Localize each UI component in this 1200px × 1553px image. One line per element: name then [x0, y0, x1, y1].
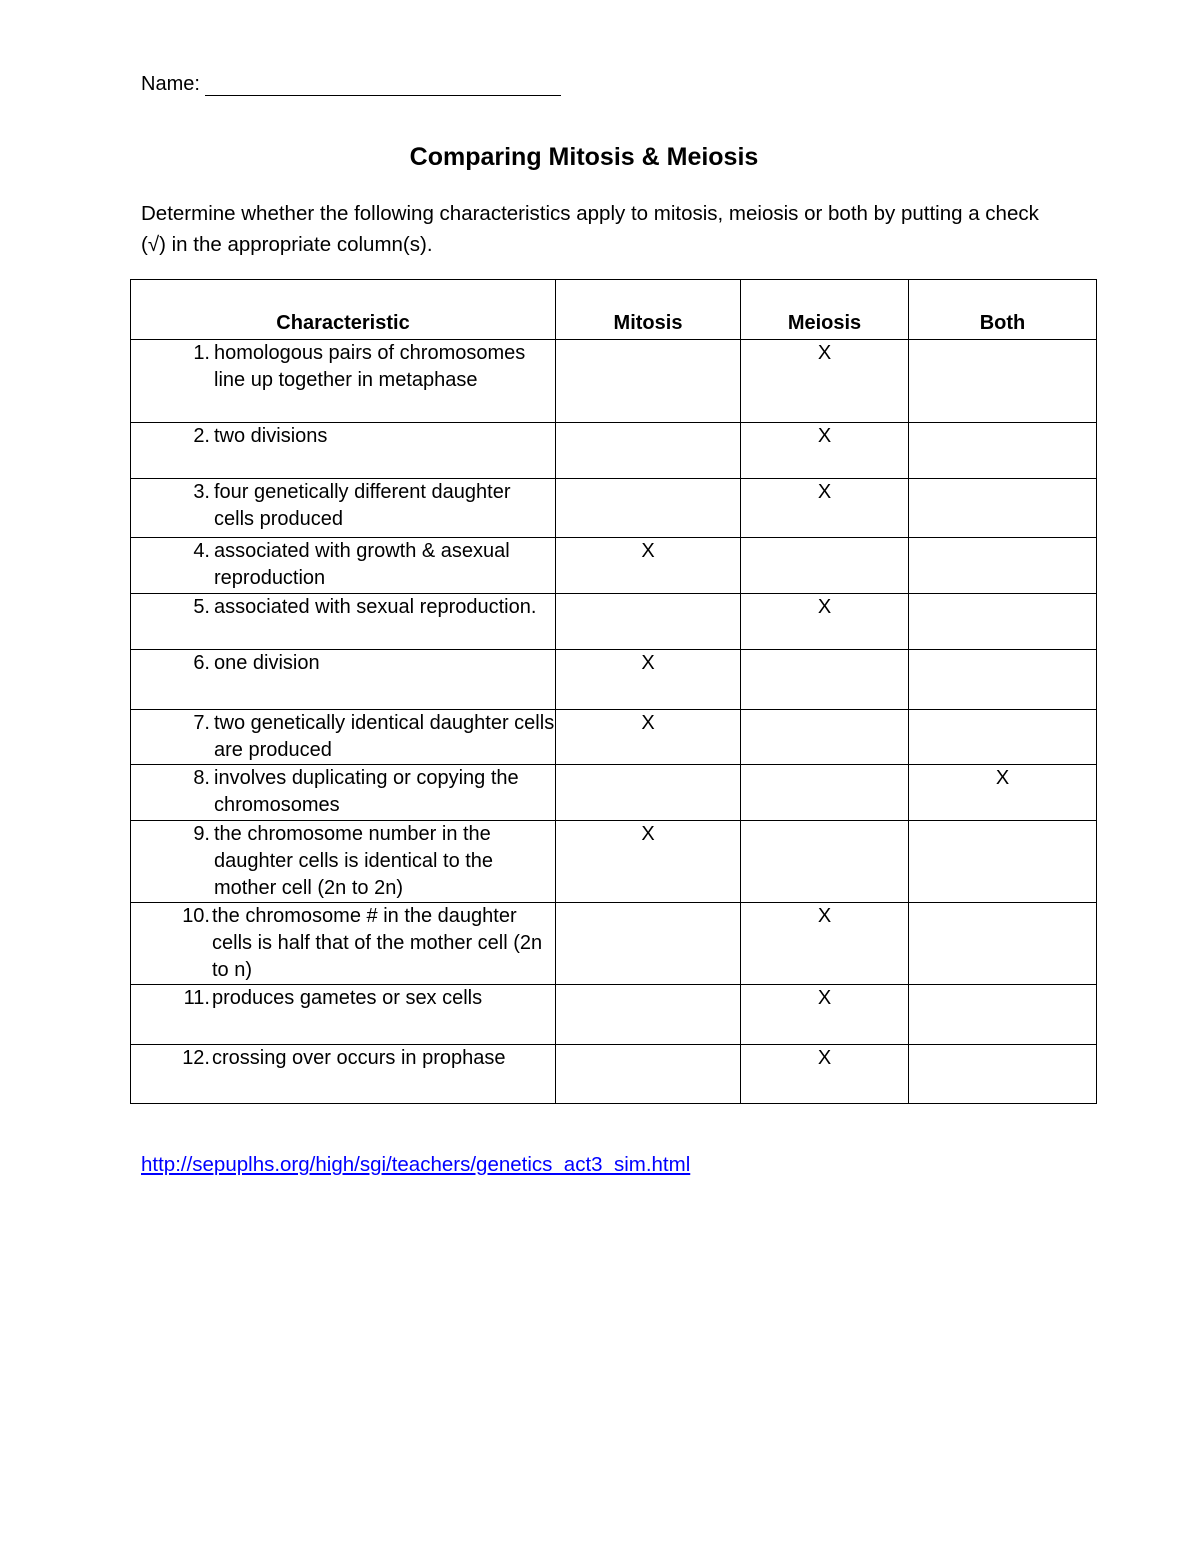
mitosis-check-cell[interactable]	[556, 1045, 741, 1104]
name-label: Name:	[141, 73, 200, 95]
characteristic-cell	[131, 423, 556, 479]
table-row	[131, 340, 1097, 423]
item-number: 8.	[193, 767, 210, 789]
mitosis-check-cell[interactable]: X	[556, 710, 741, 765]
both-check-cell[interactable]	[909, 985, 1097, 1045]
table-row	[131, 538, 1097, 594]
mitosis-check-cell[interactable]: X	[556, 650, 741, 710]
table-row	[131, 1045, 1097, 1104]
name-blank-line[interactable]	[205, 75, 561, 96]
item-text: homologous pairs of chromosomes line up together in metaphase	[214, 342, 526, 391]
item-number: 3.	[193, 481, 210, 503]
characteristic-cell	[131, 538, 556, 594]
item-text: associated with sexual reproduction.	[214, 596, 537, 618]
mitosis-check-cell[interactable]	[556, 423, 741, 479]
item-text: the chromosome number in the daughter cells is identical to the mother cell (2n to 2n)	[214, 823, 494, 899]
mitosis-check-cell[interactable]	[556, 765, 741, 821]
item-number: 2.	[193, 425, 210, 447]
table-header-row	[131, 280, 1097, 340]
both-check-cell[interactable]	[909, 710, 1097, 765]
meiosis-check-cell[interactable]	[741, 538, 909, 594]
both-check-cell[interactable]	[909, 821, 1097, 903]
item-number: 6.	[193, 652, 210, 674]
item-number: 10.	[182, 905, 210, 927]
instructions-text: Determine whether the following characteristics apply to mitosis, meiosis or both by putting a check (√) in the appropriate column(s).	[141, 202, 1039, 256]
item-text: involves duplicating or copying the chromosomes	[214, 767, 519, 816]
item-text: one division	[214, 652, 320, 674]
mitosis-check-cell[interactable]	[556, 903, 741, 985]
item-number: 4.	[193, 540, 210, 562]
mitosis-check-cell[interactable]	[556, 479, 741, 538]
item-text: produces gametes or sex cells	[212, 987, 483, 1009]
meiosis-check-cell[interactable]: X	[741, 340, 909, 423]
item-text: two genetically identical daughter cells are produced	[214, 712, 555, 761]
item-text: associated with growth & asexual reproduction	[214, 540, 510, 589]
column-header-both: Both	[909, 280, 1097, 340]
characteristic-cell	[131, 710, 556, 765]
column-header-meiosis: Meiosis	[741, 280, 909, 340]
table-row	[131, 903, 1097, 985]
both-check-cell[interactable]	[909, 538, 1097, 594]
mitosis-check-cell[interactable]	[556, 340, 741, 423]
meiosis-check-cell[interactable]	[741, 821, 909, 903]
characteristic-cell	[131, 985, 556, 1045]
characteristic-cell	[131, 594, 556, 650]
meiosis-check-cell[interactable]: X	[741, 985, 909, 1045]
item-number: 11.	[183, 987, 210, 1009]
both-check-cell[interactable]	[909, 340, 1097, 423]
meiosis-check-cell[interactable]	[741, 765, 909, 821]
item-text: the chromosome # in the daughter cells is half that of the mother cell (2n to n)	[212, 905, 543, 981]
both-check-cell[interactable]	[909, 423, 1097, 479]
characteristic-cell	[131, 765, 556, 821]
comparison-table	[130, 279, 1097, 1104]
item-number: 7.	[193, 712, 210, 734]
mitosis-check-cell[interactable]: X	[556, 821, 741, 903]
table-row	[131, 650, 1097, 710]
meiosis-check-cell[interactable]: X	[741, 423, 909, 479]
characteristic-cell	[131, 340, 556, 423]
item-number: 5.	[193, 596, 210, 618]
meiosis-check-cell[interactable]: X	[741, 1045, 909, 1104]
characteristic-cell	[131, 650, 556, 710]
both-check-cell[interactable]	[909, 479, 1097, 538]
table-row	[131, 765, 1097, 821]
mitosis-check-cell[interactable]	[556, 594, 741, 650]
mitosis-check-cell[interactable]: X	[556, 538, 741, 594]
meiosis-check-cell[interactable]: X	[741, 903, 909, 985]
page-title: Comparing Mitosis & Meiosis	[409, 143, 759, 171]
table-row	[131, 821, 1097, 903]
both-check-cell[interactable]	[909, 650, 1097, 710]
mitosis-check-cell[interactable]	[556, 985, 741, 1045]
meiosis-check-cell[interactable]	[741, 650, 909, 710]
item-number: 1.	[193, 342, 210, 364]
table-row	[131, 479, 1097, 538]
table-row	[131, 423, 1097, 479]
meiosis-check-cell[interactable]: X	[741, 594, 909, 650]
characteristic-cell	[131, 479, 556, 538]
both-check-cell[interactable]	[909, 1045, 1097, 1104]
table-row	[131, 985, 1097, 1045]
item-text: crossing over occurs in prophase	[212, 1047, 506, 1069]
characteristic-cell	[131, 821, 556, 903]
column-header-characteristic: Characteristic	[131, 280, 556, 340]
characteristic-cell	[131, 903, 556, 985]
item-number: 12.	[182, 1047, 210, 1069]
meiosis-check-cell[interactable]: X	[741, 479, 909, 538]
both-check-cell[interactable]	[909, 903, 1097, 985]
item-text: four genetically different daughter cells produced	[214, 481, 511, 530]
table-row	[131, 594, 1097, 650]
reference-link[interactable]: http://sepuplhs.org/high/sgi/teachers/genetics_act3_sim.html	[141, 1153, 691, 1176]
characteristic-cell	[131, 1045, 556, 1104]
column-header-mitosis: Mitosis	[556, 280, 741, 340]
table-row	[131, 710, 1097, 765]
both-check-cell[interactable]: X	[909, 765, 1097, 821]
item-number: 9.	[193, 823, 210, 845]
item-text: two divisions	[214, 425, 328, 447]
name-field	[141, 72, 561, 96]
both-check-cell[interactable]	[909, 594, 1097, 650]
meiosis-check-cell[interactable]	[741, 710, 909, 765]
